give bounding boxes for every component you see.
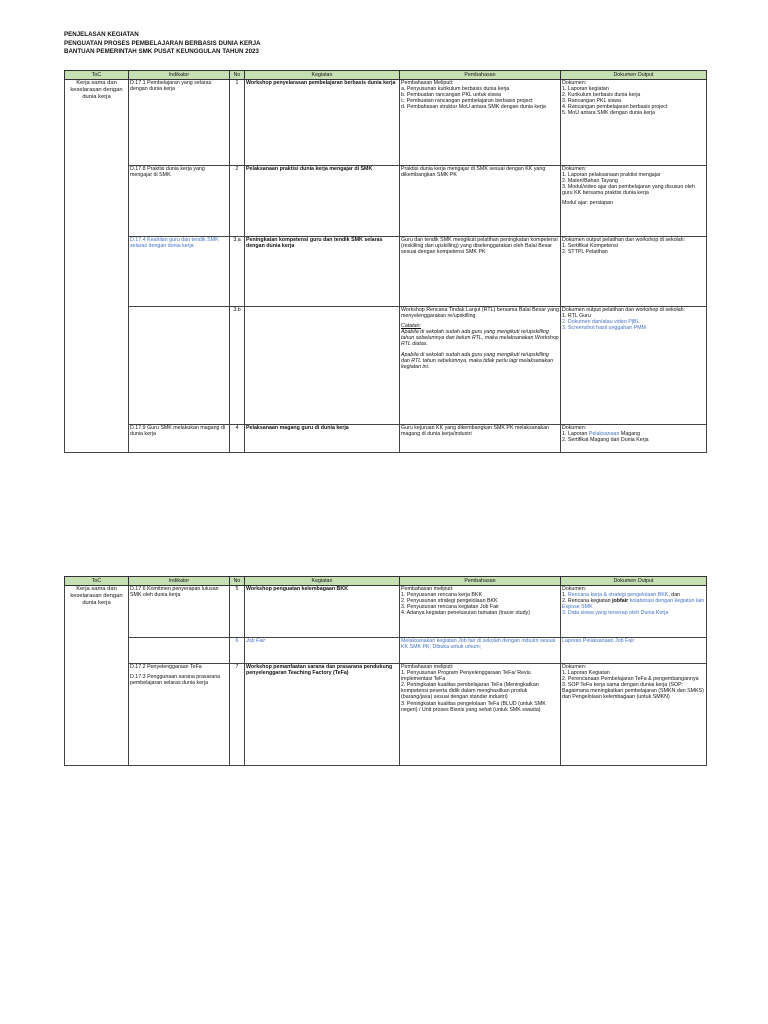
pembahasan-line: b. Pembuatan rancangan PKL untuk siswa: [401, 92, 501, 99]
no-cell: 7: [230, 664, 245, 766]
table-row: [65, 307, 707, 425]
pembahasan-line: Pembahasan meliputi:: [401, 664, 454, 670]
col-header-indikator: Indikator: [129, 577, 230, 586]
pembahasan-cell: Praktisi dunia kerja mengajar di SMK sesuai dengan KK yang dikembangkan SMK PK: [400, 166, 561, 237]
dokumen-cell: [561, 166, 707, 237]
col-header-toc: ToC: [65, 71, 129, 80]
no-cell: 5: [230, 586, 245, 638]
dokumen-line: 4. Rancangan pembelajaran berbasis project: [562, 104, 668, 111]
kegiatan-cell: Workshop penyelarasan pembelajaran berbasis dunia kerja: [245, 80, 400, 166]
table-row: [65, 425, 707, 453]
dokumen-line: 1. RTL Guru: [562, 313, 591, 320]
dokumen-note: Modul ajar: persiapan: [562, 200, 613, 207]
pembahasan-cell: [400, 80, 561, 166]
catatan-text: Apabila di sekolah sudah ada guru yang mengikuti re/upskilling tahun sebelumnya dan belum RTL, maka melaksanakan Workshop RTL diatas.: [401, 329, 559, 348]
dokumen-line: 3. Screenshot hasil unggahan PMM: [562, 325, 646, 332]
kegiatan-cell: Workshop penguatan kelembagaan BKK: [245, 586, 400, 638]
dokumen-cell: [561, 307, 707, 425]
indikator-cell: D.17.1 Pembelajaran yang selaras dengan dunia kerja: [129, 80, 230, 166]
pembahasan-line: 2. Peningkatan kualitas pembelajaran TeFa (Meningkatkan kompetensi peserta didik dalam menghasilkan produk (barang/jasa) sesuai dengan standar industri): [401, 682, 539, 701]
dokumen-line: 2. Kurikulum berbasis dunia kerja: [562, 92, 641, 99]
col-header-pembahasan: Pembahasan: [400, 577, 561, 586]
dokumen-line: 2. Dokumen dan/atau video PjBL: [562, 319, 640, 326]
pembahasan-line: 4. Adanya kegiatan penelusuran tamatan (tracer study): [401, 610, 530, 617]
kegiatan-cell: [245, 307, 400, 425]
heading-line-1: PENJELASAN KEGIATAN: [64, 31, 139, 38]
pembahasan-cell: [400, 307, 561, 425]
dokumen-line: 2. Rencana kegiatan jobfair kolaborasi dengan kegiatan lain Expose SMK: [562, 598, 705, 611]
activity-table-2: [64, 576, 707, 766]
no-cell: 2: [230, 166, 245, 237]
col-header-dokumen-output: Dokumen Output: [561, 71, 707, 80]
dokumen-line: 5. MoU antara SMK dengan dunia kerja: [562, 110, 656, 117]
table-header-row: [65, 71, 707, 80]
heading-line-3: BANTUAN PEMERINTAH SMK PUSAT KEUNGGULAN TAHUN 2023: [64, 48, 259, 56]
col-header-no: No: [230, 71, 245, 80]
dokumen-line: 2. STTPL Pelatihan: [562, 249, 608, 256]
kegiatan-cell: Job Fair: [245, 638, 400, 664]
pembahasan-line: Pembahasan Meliputi:: [401, 80, 454, 86]
dokumen-line: Dokumen output pelatihan dan workshop di sekolah:: [562, 237, 686, 243]
catatan-text: Apabila di sekolah sudah ada guru yang mengikuti re/upskilling dan RTL tahun sebelumnya, maka tidak perlu lagi melaksanakan kegiatan ini.: [401, 351, 554, 370]
dokumen-line: 1. Laporan kegiatan: [562, 86, 609, 93]
dokumen-cell: [561, 80, 707, 166]
col-header-no: No: [230, 577, 245, 586]
no-cell: 3.a: [230, 237, 245, 307]
pembahasan-cell: [400, 664, 561, 766]
kegiatan-cell: Workshop pemanfaatan sarana dan prasarana pendukung penyelenggaran Teaching Factory (TeFa): [245, 664, 400, 766]
table-row: [65, 638, 707, 664]
dokumen-line: 3. SOP TeFa kerja sama dengan duniai kerja (SOP: Bagaimana meningkatkan pembelajaran (SMKN dan SMKS) dan Pengelolaan kelembagaan (untuk SMKN): [562, 682, 704, 701]
table-row: [65, 166, 707, 237]
dokumen-line: 3. Rancangan PKL siswa: [562, 98, 621, 105]
col-header-kegiatan: Kegiatan: [245, 71, 400, 80]
dokumen-line: 1. Laporan Kegiatan: [562, 670, 610, 677]
dokumen-line: Dokumen:: [562, 80, 587, 86]
kegiatan-cell: Pelaksanaan praktisi dunia kerja mengajar di SMK: [245, 166, 400, 237]
dokumen-line: 1. Rencana kerja & strategi pengelolaan BKK, dan: [562, 592, 681, 599]
table-header-row: [65, 577, 707, 586]
pembahasan-line: a. Penyusunan kurikulum berbasis dunia kerja: [401, 86, 510, 93]
dokumen-line: 1. Laporan Pelaksanaan Magang: [562, 431, 641, 438]
pembahasan-line: 3. Peningkatan kualitas pengelolaan TeFa (BLUD (untuk SMK negeri) / Unit proses Bisnis yang sehat (untuk SMK swasta): [401, 700, 546, 713]
dokumen-line: 3. Modul/video ajar dan pembelajaran yang disusun oleh guru KK bersama praktisi dunia kerja: [562, 184, 695, 197]
heading-line-2: PENGUATAN PROSES PEMBELAJARAN BERBASIS DUNIA KERJA: [64, 39, 261, 47]
pembahasan-line: 3. Penyusunan rencana kegiatan Job Fair: [401, 604, 500, 611]
dokumen-cell: [561, 237, 707, 307]
indikator-cell: [129, 638, 230, 664]
dokumen-line: 2. Materi/Bahan Tayang: [562, 178, 618, 185]
pembahasan-line: Workshop Rencana Tindak Lanjut (RTL) bersama Balai Besar yang menyelenggarakan re/upskilling: [401, 307, 559, 320]
dokumen-cell: [561, 664, 707, 766]
indikator-cell: D.17.4 Keahlian guru dan tendik SMK selaras dengan dunia kerja: [129, 237, 230, 307]
pembahasan-cell: Guru dan tendik SMK mengikuti pelatihan peningkatan kompetensi (reskilling dan upskilling) yang diselenggarakan oleh Balai Besar sesuai dengan kompetensi SMK PK: [400, 237, 561, 307]
pembahasan-cell: [400, 586, 561, 638]
dokumen-line: Dokumen:: [562, 664, 587, 670]
no-cell: 4: [230, 425, 245, 453]
catatan-label: Catatan:: [401, 323, 422, 330]
col-header-kegiatan: Kegiatan: [245, 577, 400, 586]
indikator-cell: [129, 307, 230, 425]
col-header-indikator: Indikator: [129, 71, 230, 80]
dokumen-line: 1. Laporan pelaksanaan praktisi mengajar: [562, 172, 661, 179]
dokumen-line: 1. Sertifikat Kompetensi: [562, 243, 618, 250]
indikator-line: D.17.2 Penyelenggaraan TeFa: [130, 664, 202, 670]
kegiatan-cell: Peningkatan kompetensi guru dan tendik SMK selaras dengan dunia kerja: [245, 237, 400, 307]
indikator-line: D.17.3 Penggunaan sarana prasarana pembelajaran selaras dunia kerja: [130, 674, 221, 687]
dokumen-cell: [561, 425, 707, 453]
dokumen-line: 3. Data siswa yang terserap oleh Dunia Kerja: [562, 610, 669, 617]
pembahasan-line: 1. Penyusunan rencana kerja BKK: [401, 592, 482, 599]
indikator-cell: D.17.9 Guru SMK melakukan magang di dunia kerja: [129, 425, 230, 453]
table-row: [65, 586, 707, 638]
dokumen-line: Dokumen:: [562, 425, 587, 431]
table-row: [65, 664, 707, 766]
pembahasan-line: 1. Penyusunan Program Penyelenggaraan TeFa/ Reviu implementasi TeFa: [401, 670, 531, 683]
dokumen-line: Dokumen:: [562, 586, 587, 592]
dokumen-line: 2. Perencanaan Pembelajaran TeFa & pengembangannya: [562, 676, 699, 683]
pembahasan-line: d. Pembahasan struktur MoU antara SMK dengan dunia kerja: [401, 104, 546, 111]
table-row: [65, 80, 707, 166]
col-header-toc: ToC: [65, 577, 129, 586]
dokumen-line: Dokumen:: [562, 166, 587, 172]
no-cell: 3.b: [230, 307, 245, 425]
document-heading: [64, 31, 261, 57]
no-cell: 6: [230, 638, 245, 664]
pembahasan-line: c. Pembuatan rancangan pembelajaran berbasis project: [401, 98, 533, 105]
table-row: [65, 237, 707, 307]
col-header-pembahasan: Pembahasan: [400, 71, 561, 80]
pembahasan-cell: Melaksanakan kegiatan Job fair di sekolah dengan industri sesuai KK SMK PK; Dibuka untuk umum;: [400, 638, 561, 664]
dokumen-line: Dokumen output pelatihan dan workshop di sekolah:: [562, 307, 686, 313]
dokumen-cell: [561, 586, 707, 638]
indikator-cell: [129, 664, 230, 766]
no-cell: 1: [230, 80, 245, 166]
pembahasan-cell: Guru kejuruan KK yang dikembangkan SMK PK melaksanakan magang di dunia kerja/industri: [400, 425, 561, 453]
dokumen-line: 2. Sertifikat Magang dari Dunia Kerja: [562, 437, 649, 444]
activity-table-1: [64, 70, 707, 453]
pembahasan-line: Pembahasan meliputi:: [401, 586, 454, 592]
pembahasan-line: 2. Penyusunan strategi pengelolaan BKK: [401, 598, 498, 605]
toc-cell: Kerja sama dan keselarasan dengan dunia kerja: [65, 586, 129, 766]
dokumen-cell: Laporan Pelaksanaan Job Fair: [561, 638, 707, 664]
kegiatan-cell: Pelaksanaan magang guru di dunia kerja: [245, 425, 400, 453]
indikator-cell: D.17.6 Komitmen penyerapan lulusan SMK oleh dunia kerja: [129, 586, 230, 638]
indikator-cell: D.17.8 Praktisi dunia kerja yang mengajar di SMK: [129, 166, 230, 237]
col-header-dokumen-output: Dokumen Output: [561, 577, 707, 586]
toc-cell: Kerja sama dan keselarasan dengan dunia kerja: [65, 80, 129, 453]
